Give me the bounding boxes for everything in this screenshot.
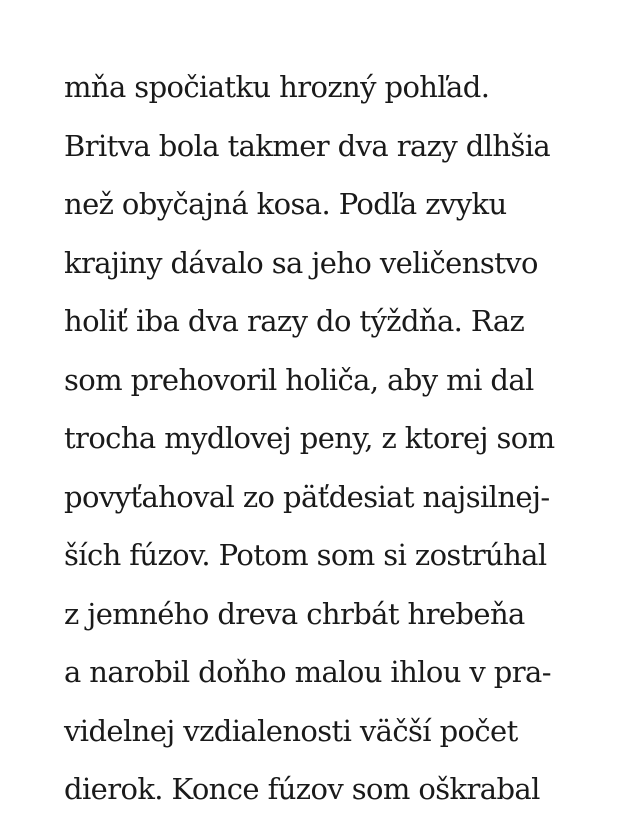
text-line: než obyčajná kosa. Podľa zvyku xyxy=(64,187,507,221)
text-line: z jemného dreva chrbát hrebeňa xyxy=(64,596,525,631)
text-line: holiť iba dva razy do týždňa. Raz xyxy=(64,304,525,338)
text-line: mňa spočiatku hrozný pohľad. xyxy=(64,70,490,104)
text-line: ších fúzov. Potom som si zostrúhal xyxy=(64,538,547,572)
text-line: dierok. Konce fúzov som oškrabal xyxy=(64,772,540,806)
text-line: trocha mydlovej peny, z ktorej som xyxy=(64,421,555,455)
text-line: videlnej vzdialenosti väčší počet xyxy=(64,713,518,748)
text-line: a narobil doňho malou ihlou v pra- xyxy=(64,655,551,689)
text-line: som prehovoril holiča, aby mi dal xyxy=(64,362,534,397)
text-line: krajiny dávalo sa jeho veličenstvo xyxy=(64,245,538,280)
text-line: Britva bola takmer dva razy dlhšia xyxy=(64,128,551,163)
body-text xyxy=(64,58,584,819)
text-line: povyťahoval zo päťdesiat najsilnej- xyxy=(64,479,550,514)
